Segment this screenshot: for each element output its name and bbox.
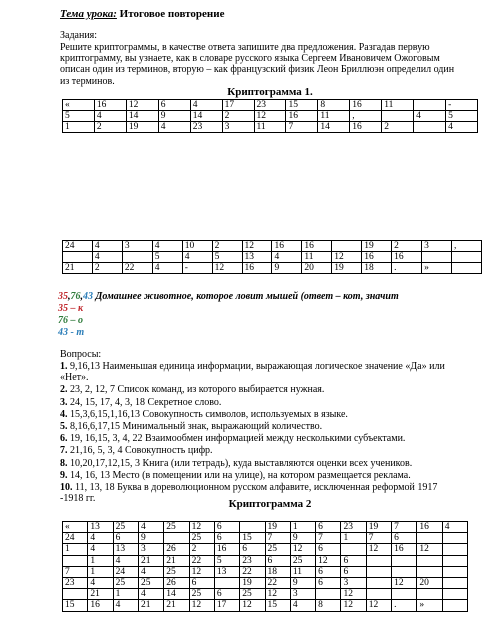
cipher-cell [63,589,88,600]
cipher-cell: 13 [88,522,113,533]
cipher-cell: 25 [265,544,290,555]
cipher-cell: 16 [350,100,382,111]
cipher-cell [417,533,442,544]
cipher-cell: 2 [94,122,126,133]
cipher-cell: 4 [138,566,163,577]
cipher-cell: 16 [392,544,417,555]
cipher-cell: 7 [265,533,290,544]
question-number: 2. [60,384,68,396]
cipher-cell: 19 [332,263,362,274]
cipher-cell: . [392,263,422,274]
cipher-cell: 12 [189,600,214,611]
cipher-cell: 4 [113,555,138,566]
question-text: 14, 16, 13 Место (в помещении или на улице), на котором размещается реклама. [67,469,411,481]
cipher-cell [122,252,152,263]
cipher-cell: 16 [392,252,422,263]
cipher-cell [442,600,467,611]
cipher-cell: 3 [290,589,315,600]
cipher-cell [442,589,467,600]
question-text: 21,16, 5, 3, 4 Совокупность цифр. [67,445,213,457]
crypto2-title: Криптограмма 2 [228,498,312,510]
cipher-cell: 5 [152,252,182,263]
cipher-cell [366,555,391,566]
cipher-cell: 12 [366,600,391,611]
cipher-cell: 11 [318,111,350,122]
cipher-cell: 6 [113,533,138,544]
cipher-cell: 4 [138,522,163,533]
crypto1-title: Криптограмма 1. [227,86,313,98]
cipher-cell: 4 [92,252,122,263]
cipher-cell: 12 [366,544,391,555]
cipher-cell: 14 [164,589,189,600]
cipher-cell: 22 [189,555,214,566]
cipher-cell: 19 [366,522,391,533]
cipher-cell: 1 [290,522,315,533]
cipher-cell: 18 [362,263,392,274]
cipher-cell: 12 [189,522,214,533]
cipher-cell [392,555,417,566]
cipher-cell: 4 [92,241,122,252]
cipher-cell: 12 [316,555,341,566]
cipher-cell: 14 [190,111,222,122]
cipher-cell: « [63,100,95,111]
cipher-cell: 12 [254,111,286,122]
example-answer [58,291,399,302]
cipher-cell: 12 [341,600,366,611]
cipher-cell: 19 [362,241,392,252]
cipher-cell: , [350,111,382,122]
cipher-cell: 23 [341,522,366,533]
answer-sep-1: , [68,291,71,302]
cipher-cell: 6 [316,566,341,577]
cipher-cell: 25 [290,555,315,566]
cipher-cell: 6 [265,555,290,566]
cipher-cell: 12 [417,544,442,555]
cipher-cell: 11 [290,566,315,577]
cipher-cell: 6 [341,566,366,577]
cipher-cell: 4 [446,122,478,133]
question-number: 6. [60,433,68,445]
cipher-cell: 21 [138,600,163,611]
cipher-cell: 25 [113,577,138,588]
question-text: 15,3,6,15,1,16,13 Совокупность символов, используемых в языке. [67,408,348,420]
cipher-cell: 4 [88,533,113,544]
cipher-cell: 18 [265,566,290,577]
cipher-cell: « [63,522,88,533]
cipher-cell: 25 [189,589,214,600]
cipher-cell [451,263,481,274]
cipher-cell [316,589,341,600]
question-item [60,470,460,481]
cipher-cell: 6 [392,533,417,544]
cipher-cell: 25 [138,577,163,588]
cipher-cell: 6 [316,577,341,588]
cipher-row [63,589,468,600]
cipher-cell: 25 [240,589,265,600]
cipher-cell: 16 [242,263,272,274]
cipher-cell: 8 [316,600,341,611]
cipher-row [63,566,468,577]
cipher-cell: 15 [63,600,88,611]
cipher-cell: » [417,600,442,611]
cipher-cell: 3 [122,241,152,252]
cipher-cell: 1 [341,533,366,544]
cipher-cell: 3 [138,544,163,555]
cipher-cell [366,566,391,577]
cipher-cell: 12 [290,544,315,555]
cipher-cell: 16 [286,111,318,122]
questions-list [60,361,460,505]
cipher-cell: 21 [63,263,93,274]
question-item [60,384,460,395]
question-number: 10. [60,481,73,493]
cipher-cell: 19 [265,522,290,533]
cipher-cell: 13 [242,252,272,263]
answer-line-k: 35 – к [58,303,84,314]
cipher-cell: 26 [164,577,189,588]
cipher-row [63,555,468,566]
cipher-cell: 3 [222,122,254,133]
cipher-cell: 16 [302,241,332,252]
cipher-cell: 7 [63,566,88,577]
cipher-cell: 2 [382,122,414,133]
question-item [60,409,460,420]
cipher-cell: 4 [158,122,190,133]
cipher-cell: 21 [88,589,113,600]
cipher-cell: 6 [214,522,239,533]
cipher-cell: 6 [158,100,190,111]
cipher-cell: 6 [316,544,341,555]
cipher-cell: 5 [212,252,242,263]
cipher-cell: 10 [182,241,212,252]
cipher-row [63,600,468,611]
cipher-cell [392,566,417,577]
cipher-cell [332,241,362,252]
cipher-cell: . [392,600,417,611]
questions-heading: Вопросы: [60,349,102,360]
cipher-cell: 24 [63,533,88,544]
cipher-cell [214,577,239,588]
question-number: 4. [60,408,68,420]
cipher-cell: 9 [158,111,190,122]
cipher-cell: 15 [265,600,290,611]
cipher-cell: 6 [214,589,239,600]
question-item [60,433,460,444]
cipher-cell: 16 [350,122,382,133]
cipher-cell [422,252,452,263]
cipher-cell: 25 [164,566,189,577]
cipher-cell: 22 [240,566,265,577]
cipher-cell [164,533,189,544]
cipher-cell: 4 [94,111,126,122]
cipher-row [63,544,468,555]
cipher-cell [414,122,446,133]
cipher-cell: 2 [392,241,422,252]
question-item [60,361,460,383]
cipher-cell: 7 [286,122,318,133]
cipher-cell: 2 [189,544,214,555]
question-text: 8,16,6,17,15 Минимальный знак, выражающий количество. [67,420,323,432]
cipher-cell: 4 [113,600,138,611]
cipher-cell: 4 [138,589,163,600]
cipher-cell: » [422,263,452,274]
cipher-cell: 3 [341,577,366,588]
cipher-cell: 12 [242,241,272,252]
cipher-cell [240,522,265,533]
answer-num-43: 43 [83,291,93,302]
question-text: 19, 16,15, 3, 4, 22 Взаимообмен информацией между несколькими субъектами. [67,433,406,445]
question-text: 24, 15, 17, 4, 3, 18 Секретное слово. [67,396,222,408]
cipher-cell: 15 [286,100,318,111]
cipher-cell: 12 [189,566,214,577]
question-number: 9. [60,469,68,481]
crypto1-table-part2 [62,240,482,274]
cipher-row [63,252,482,263]
cipher-cell: 19 [126,122,158,133]
cipher-cell: 20 [302,263,332,274]
question-item [60,397,460,408]
cipher-cell: 6 [341,555,366,566]
cipher-cell: 4 [152,241,182,252]
cipher-cell [341,544,366,555]
cipher-cell: 6 [240,544,265,555]
crypto1-table-part1 [62,99,478,133]
cipher-cell: 2 [212,241,242,252]
cipher-cell [442,555,467,566]
cipher-cell: 1 [88,555,113,566]
cipher-cell: 24 [63,241,93,252]
cipher-cell: 7 [366,533,391,544]
question-item [60,458,460,469]
cipher-row [63,100,478,111]
cipher-cell: 4 [182,252,212,263]
cipher-cell: 11 [254,122,286,133]
question-text: 23, 2, 12, 7 Список команд, из которого выбирается нужная. [67,384,325,396]
cipher-cell: 8 [318,100,350,111]
cipher-cell: 11 [302,252,332,263]
cipher-cell: 13 [214,566,239,577]
question-text: 11, 13, 18 Буква в дореволюционном русском алфавите, исключенная реформой 1917 -1918 гг. [60,481,438,505]
crypto2-table [62,521,468,612]
cipher-cell: 2 [92,263,122,274]
cipher-cell: 5 [446,111,478,122]
cipher-cell: 4 [88,544,113,555]
cipher-cell: 9 [290,533,315,544]
cipher-cell: 24 [113,566,138,577]
topic-label: Тема урока: [60,8,117,20]
cipher-cell: 1 [63,544,88,555]
cipher-cell: 13 [113,544,138,555]
answer-line-t: 43 - т [58,327,85,338]
cipher-cell: 16 [272,241,302,252]
cipher-cell: 23 [240,555,265,566]
cipher-cell: 6 [316,522,341,533]
cipher-row [63,522,468,533]
cipher-cell: 5 [63,111,95,122]
cipher-cell [392,589,417,600]
cipher-cell: - [182,263,212,274]
cipher-cell: 6 [214,533,239,544]
answer-sep-2: , [80,291,83,302]
cipher-cell: 6 [189,577,214,588]
cipher-cell: 16 [417,522,442,533]
cipher-cell [417,589,442,600]
lesson-topic [60,8,224,20]
cipher-cell: 23 [190,122,222,133]
cipher-cell: 16 [362,252,392,263]
cipher-cell: 4 [442,522,467,533]
cipher-cell: 3 [422,241,452,252]
cipher-cell: 4 [152,263,182,274]
cipher-cell: 16 [88,600,113,611]
answer-text: Домашнее животное, которое ловит мышей (ответ – кот, значит [93,291,399,302]
cipher-row [63,111,478,122]
cipher-row [63,533,468,544]
question-item [60,421,460,432]
answer-line-o: 76 – о [58,315,83,326]
cipher-cell [417,555,442,566]
cipher-cell: 23 [63,577,88,588]
cipher-cell: 1 [63,122,95,133]
cipher-cell: 4 [272,252,302,263]
cipher-cell: 12 [212,263,242,274]
cipher-row [63,263,482,274]
cipher-cell: 16 [214,544,239,555]
cipher-cell [366,589,391,600]
cipher-cell: 25 [189,533,214,544]
cipher-cell: 17 [222,100,254,111]
cipher-cell: 17 [214,600,239,611]
tasks-text: Решите криптограммы, в качестве ответа запишите два предложения. Разгадав первую криптограмму, вы узнаете, как в словаре русского языка Сергеем Ивановичем Ожоговым описан один из терминов, вторую – как французский физик Леон Бриллюэн определил один из терминов. [60,42,455,87]
question-number: 1. [60,361,68,372]
cipher-cell: 19 [240,577,265,588]
question-number: 8. [60,457,68,469]
cipher-cell: 7 [316,533,341,544]
cipher-cell: 21 [164,600,189,611]
cipher-cell [451,252,481,263]
cipher-cell: 12 [341,589,366,600]
cipher-cell [366,577,391,588]
cipher-cell: , [451,241,481,252]
cipher-cell: - [446,100,478,111]
cipher-cell: 1 [88,566,113,577]
topic-value: Итоговое повторение [119,8,225,20]
cipher-cell: 26 [164,544,189,555]
cipher-row [63,577,468,588]
cipher-cell: 9 [138,533,163,544]
cipher-cell: 12 [392,577,417,588]
cipher-cell [442,566,467,577]
cipher-cell [382,111,414,122]
cipher-cell: 14 [318,122,350,133]
cipher-cell: 23 [254,100,286,111]
cipher-cell [442,544,467,555]
question-number: 5. [60,420,68,432]
answer-num-35: 35 [58,291,68,302]
cipher-cell: 4 [88,577,113,588]
cipher-cell: 12 [265,589,290,600]
cipher-cell: 12 [240,600,265,611]
cipher-cell [442,577,467,588]
cipher-cell: 25 [164,522,189,533]
cipher-cell: 1 [113,589,138,600]
cipher-cell: 7 [392,522,417,533]
cipher-cell [63,252,93,263]
cipher-row [63,241,482,252]
cipher-cell: 25 [113,522,138,533]
cipher-cell: 14 [126,111,158,122]
cipher-cell: 4 [414,111,446,122]
cipher-row [63,122,478,133]
cipher-cell [63,555,88,566]
cipher-cell [442,533,467,544]
cipher-cell: 2 [222,111,254,122]
cipher-cell [417,566,442,577]
cipher-cell: 9 [290,577,315,588]
cipher-cell: 12 [126,100,158,111]
cipher-cell: 21 [138,555,163,566]
cipher-cell: 21 [164,555,189,566]
cipher-cell [414,100,446,111]
cipher-cell: 12 [332,252,362,263]
cipher-cell: 22 [122,263,152,274]
question-item [60,445,460,456]
cipher-cell: 9 [272,263,302,274]
question-text: 9,16,13 Наименьшая единица информации, выражающая логическое значение «Да» или «Нет». [60,361,445,384]
cipher-cell: 5 [214,555,239,566]
answer-num-76: 76 [70,291,81,302]
cipher-cell: 4 [190,100,222,111]
cipher-cell: 20 [417,577,442,588]
question-text: 10,20,17,12,15, 3 Книга (или тетрадь), куда выставляются оценки всех учеников. [67,457,413,469]
tasks-heading: Задания: [60,30,98,41]
cipher-cell: 4 [290,600,315,611]
question-number: 7. [60,445,68,457]
cipher-cell: 11 [382,100,414,111]
question-number: 3. [60,396,68,408]
cipher-cell: 15 [240,533,265,544]
cipher-cell: 16 [94,100,126,111]
cipher-cell: 22 [265,577,290,588]
